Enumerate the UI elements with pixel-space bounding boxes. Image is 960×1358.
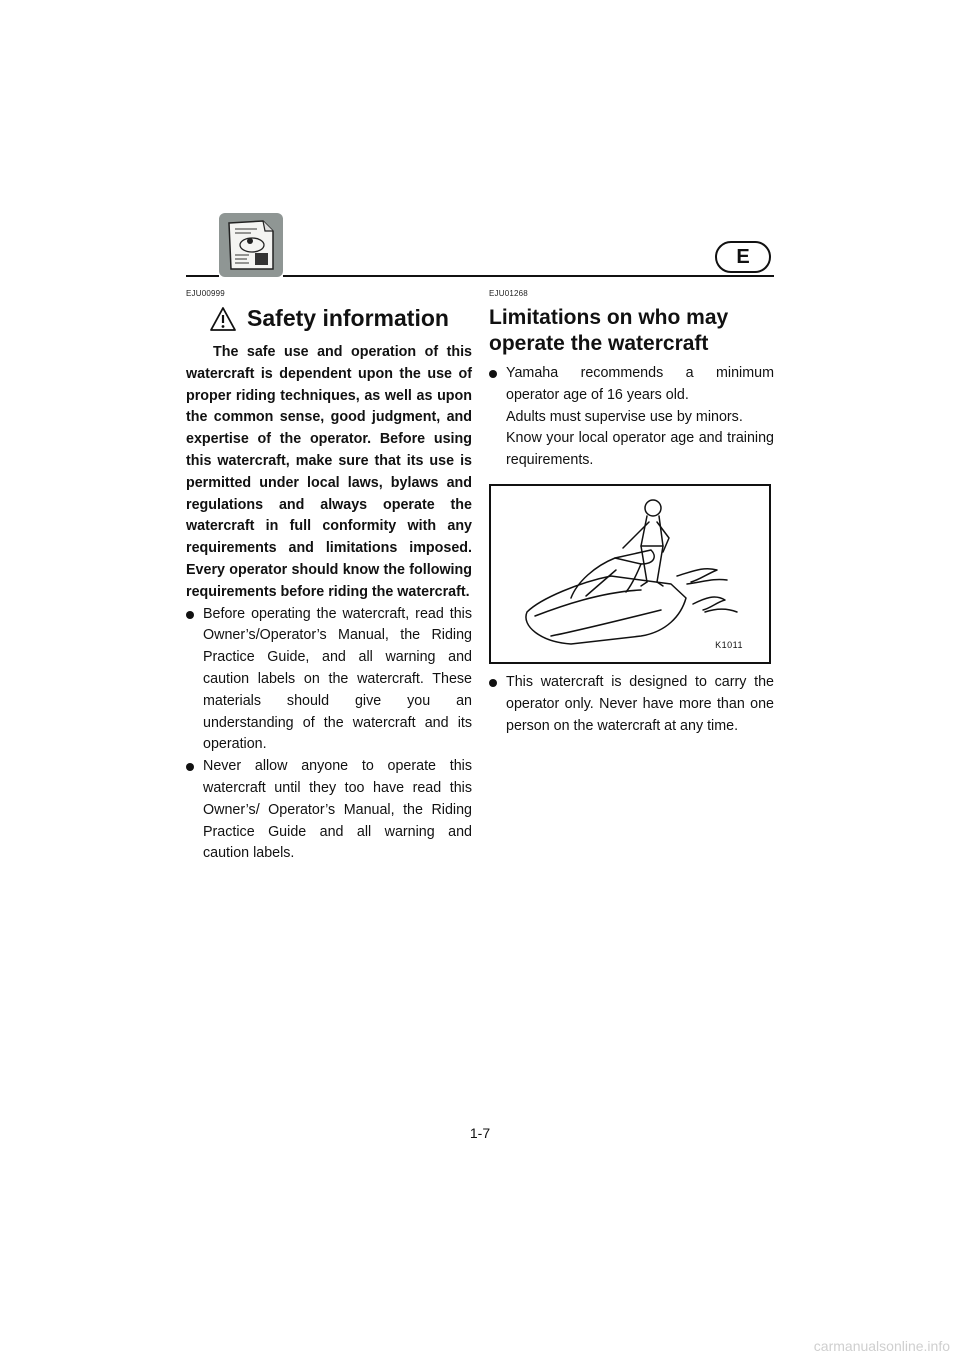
list-item-text: Know your local operator age and training requirements.	[506, 430, 774, 469]
section-title-text: Safety information	[247, 305, 449, 331]
owners-manual-book-icon	[219, 213, 283, 277]
bullet-icon	[489, 679, 497, 687]
list-item-text: This watercraft is designed to carry the operator only. Never have more than one person on the watercraft at any time.	[506, 673, 774, 734]
list-item	[489, 363, 774, 472]
right-column	[489, 289, 774, 737]
list-item	[186, 604, 472, 757]
list-item-text: Never allow anyone to operate this watercraft until they too have read this Owner’s/ Operator’s Manual, the Riding Practice Guide and all warning and caution labels.	[203, 758, 472, 862]
list-item	[489, 672, 774, 737]
bullet-icon	[489, 370, 497, 378]
bullet-list	[489, 363, 774, 472]
bullet-icon	[186, 763, 194, 771]
section-code: EJU01268	[489, 289, 528, 298]
figure-code: K1011	[715, 639, 743, 650]
watercraft-rider-icon	[491, 486, 769, 662]
section-title-line: operate the watercraft	[489, 332, 709, 355]
warning-triangle-icon	[209, 306, 237, 332]
language-badge: E	[715, 241, 771, 273]
section-title-line: Limitations on who may	[489, 306, 729, 329]
left-column	[186, 289, 472, 865]
section-title	[489, 305, 774, 357]
list-item	[186, 756, 472, 865]
watermark: carmanualsonline.info	[813, 1338, 950, 1354]
bullet-icon	[186, 611, 194, 619]
list-item-text: Before operating the watercraft, read this Owner’s/Operator’s Manual, the Riding Practice Guide, and all warning and caution labels on the watercraft. These materials should give you an understanding of the watercraft and its operation.	[203, 605, 472, 753]
watercraft-illustration	[489, 484, 771, 664]
header-rule-right	[283, 275, 774, 277]
bullet-list	[489, 672, 774, 737]
intro-paragraph: The safe use and operation of this watercraft is dependent upon the use of proper riding techniques, as well as upon the common sense, good judgment, and expertise of the operator. Before using this watercraft, make sure that its use is permitted under local laws, bylaws and regulations and always operate the watercraft in full conformity with any requirements and limitations imposed. Every operator should know the following requirements before riding the watercraft.	[186, 344, 472, 600]
header-rule-left	[186, 275, 219, 277]
list-item-text: Yamaha recommends a minimum operator age of 16 years old.	[506, 365, 774, 403]
section-title	[186, 305, 472, 332]
list-item-text: Adults must supervise use by minors.	[506, 408, 743, 425]
bullet-list	[186, 604, 472, 866]
page-number: 1-7	[469, 1125, 491, 1141]
section-code: EJU00999	[186, 289, 225, 298]
